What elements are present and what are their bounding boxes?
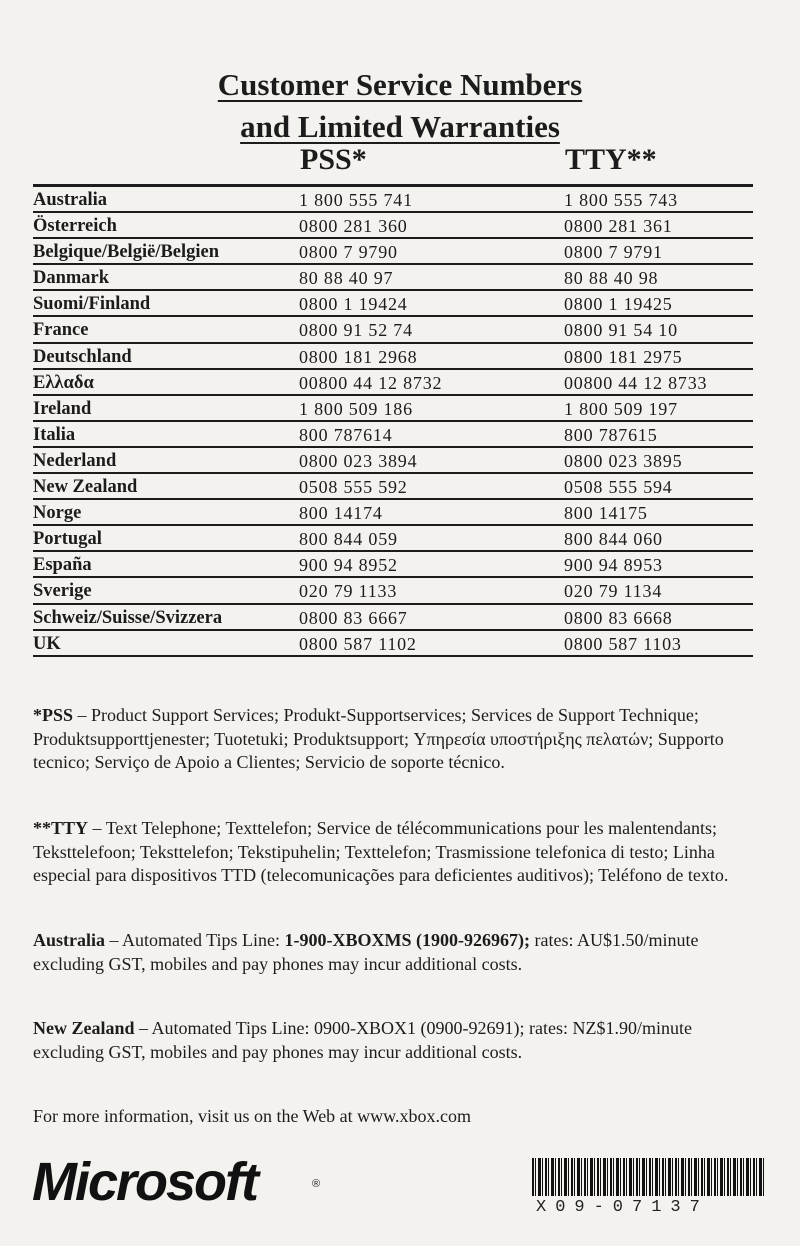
barcode-number: X09-07137 bbox=[536, 1198, 709, 1217]
new-zealand-note-text: – Automated Tips Line: 0900-XBOX1 (0900-92691); rates: NZ$1.90/minute excluding GST, mobiles and pay phones may incur additional costs. bbox=[33, 1018, 692, 1062]
pss-number-cell: 020 79 1133 bbox=[299, 581, 398, 602]
table-row bbox=[33, 552, 753, 578]
pss-number-cell: 0800 1 19424 bbox=[299, 294, 408, 315]
country-cell: Portugal bbox=[33, 529, 102, 550]
tty-number-cell: 0508 555 594 bbox=[564, 477, 673, 498]
new-zealand-note-label: New Zealand bbox=[33, 1018, 135, 1038]
tty-number-cell: 020 79 1134 bbox=[564, 581, 663, 602]
table-row bbox=[33, 448, 753, 474]
country-cell: Australia bbox=[33, 190, 107, 210]
table-row bbox=[33, 605, 753, 631]
australia-note-label: Australia bbox=[33, 930, 105, 950]
australia-tips-number: 1-900-XBOXMS (1900-926967); bbox=[284, 930, 531, 950]
pss-number-cell: 0800 281 360 bbox=[299, 216, 408, 237]
table-row bbox=[33, 396, 753, 422]
barcode bbox=[532, 1158, 764, 1196]
pss-number-cell: 800 787614 bbox=[299, 424, 393, 445]
tty-number-cell: 80 88 40 98 bbox=[564, 268, 659, 289]
pss-number-cell: 0800 83 6667 bbox=[299, 607, 408, 628]
tty-column-header: TTY** bbox=[565, 143, 657, 176]
country-cell: Nederland bbox=[33, 450, 117, 471]
country-cell: Ελλαδα bbox=[33, 372, 94, 393]
pss-number-cell: 900 94 8952 bbox=[299, 555, 398, 576]
pss-number-cell: 800 844 059 bbox=[299, 529, 398, 550]
pss-note-label: *PSS bbox=[33, 705, 74, 725]
country-cell: Deutschland bbox=[33, 346, 132, 367]
tty-note-label: **TTY bbox=[33, 818, 89, 838]
country-cell: Ireland bbox=[33, 398, 92, 419]
table-row bbox=[33, 500, 753, 526]
page-title-line2: and Limited Warranties bbox=[240, 109, 560, 144]
page-title-line1: Customer Service Numbers bbox=[217, 67, 583, 102]
tty-number-cell: 800 787615 bbox=[564, 424, 658, 445]
australia-note-rates: rates: AU$1.50/minute excluding GST, mobiles and pay phones may incur additional costs. bbox=[33, 930, 699, 974]
tty-number-cell: 800 14175 bbox=[564, 503, 648, 524]
table-row bbox=[33, 317, 753, 343]
table-row bbox=[33, 631, 753, 657]
table-row bbox=[33, 422, 753, 448]
pss-number-cell: 1 800 555 741 bbox=[299, 190, 413, 210]
pss-number-cell: 0800 587 1102 bbox=[299, 633, 417, 654]
pss-note bbox=[33, 704, 758, 775]
tty-number-cell: 800 844 060 bbox=[564, 529, 663, 550]
pss-number-cell: 0800 023 3894 bbox=[299, 450, 418, 471]
australia-note bbox=[33, 929, 758, 976]
pss-number-cell: 0800 181 2968 bbox=[299, 346, 418, 367]
country-cell: Norge bbox=[33, 503, 82, 524]
country-cell: Danmark bbox=[33, 268, 110, 289]
country-cell: Sverige bbox=[33, 581, 92, 602]
country-cell: Belgique/België/Belgien bbox=[33, 242, 220, 263]
tty-number-cell: 0800 587 1103 bbox=[564, 633, 682, 654]
table-row bbox=[33, 213, 753, 239]
pss-number-cell: 1 800 509 186 bbox=[299, 398, 413, 419]
pss-number-cell: 0508 555 592 bbox=[299, 477, 408, 498]
country-cell: Österreich bbox=[33, 216, 117, 237]
australia-note-text: – Automated Tips Line: bbox=[105, 930, 285, 950]
country-cell: Schweiz/Suisse/Svizzera bbox=[33, 607, 223, 628]
table-row bbox=[33, 370, 753, 396]
country-cell: New Zealand bbox=[33, 477, 138, 498]
tty-number-cell: 0800 1 19425 bbox=[564, 294, 673, 315]
tty-number-cell: 0800 7 9791 bbox=[564, 242, 663, 263]
web-info: For more information, visit us on the Web at www.xbox.com bbox=[33, 1106, 471, 1126]
pss-number-cell: 80 88 40 97 bbox=[299, 268, 394, 289]
table-row bbox=[33, 265, 753, 291]
country-cell: UK bbox=[33, 633, 61, 654]
new-zealand-note bbox=[33, 1017, 758, 1064]
tty-number-cell: 0800 281 361 bbox=[564, 216, 673, 237]
table-row bbox=[33, 526, 753, 552]
table-row bbox=[33, 578, 753, 604]
table-row bbox=[33, 474, 753, 500]
tty-number-cell: 0800 91 54 10 bbox=[564, 320, 678, 341]
tty-number-cell: 0800 83 6668 bbox=[564, 607, 673, 628]
tty-note-text: – Text Telephone; Texttelefon; Service de télécommunications pour les malentendants; Teksttelefoon; Teksttelefon; Tekstipuhelin; Texttelefon; Trasmissione telefonica di testo; Linha especial para dispositivos TTD (telecomunicações para deficientes auditivos); Teléfono de texto. bbox=[33, 818, 729, 885]
registered-mark: ® bbox=[312, 1178, 321, 1190]
pss-note-text: – Product Support Services; Produkt-Supportservices; Services de Support Technique; Produktsupporttjenester; Tuotetuki; Produktsupport; Υπηρεσία υποστήριξης πελατών; Supporto tecnico; Serviço de Apoio a Clientes; Servicio de soporte técnico. bbox=[33, 705, 724, 772]
country-cell: Suomi/Finland bbox=[33, 294, 151, 315]
pss-number-cell: 0800 7 9790 bbox=[299, 242, 398, 263]
table-row bbox=[33, 291, 753, 317]
country-cell: France bbox=[33, 320, 89, 341]
country-cell: España bbox=[33, 555, 92, 576]
pss-number-cell: 800 14174 bbox=[299, 503, 383, 524]
pss-number-cell: 00800 44 12 8732 bbox=[299, 372, 443, 393]
tty-number-cell: 1 800 555 743 bbox=[564, 190, 678, 210]
table-row bbox=[33, 187, 753, 213]
tty-number-cell: 1 800 509 197 bbox=[564, 398, 678, 419]
tty-note bbox=[33, 817, 758, 888]
tty-number-cell: 0800 023 3895 bbox=[564, 450, 683, 471]
table-row bbox=[33, 344, 753, 370]
tty-number-cell: 0800 181 2975 bbox=[564, 346, 683, 367]
tty-number-cell: 900 94 8953 bbox=[564, 555, 663, 576]
country-cell: Italia bbox=[33, 424, 76, 445]
microsoft-logo: Microsoft bbox=[32, 1152, 257, 1212]
pss-number-cell: 0800 91 52 74 bbox=[299, 320, 413, 341]
service-numbers-table bbox=[33, 184, 753, 657]
table-row bbox=[33, 239, 753, 265]
tty-number-cell: 00800 44 12 8733 bbox=[564, 372, 708, 393]
pss-column-header: PSS* bbox=[300, 143, 367, 176]
